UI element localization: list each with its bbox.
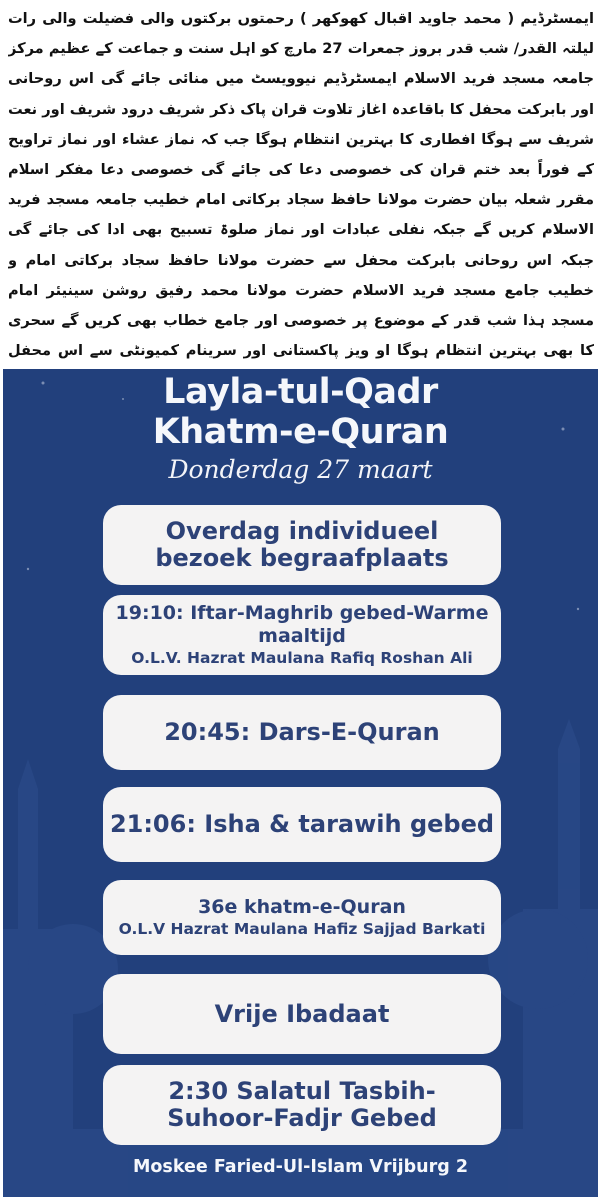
schedule-item-line: 19:10: Iftar-Maghrib gebed-Warme [115, 601, 489, 624]
event-poster [3, 369, 598, 1197]
schedule-item-line: maaltijd [258, 624, 346, 647]
schedule-item-ibadaat [103, 974, 501, 1054]
schedule-item-visit [103, 505, 501, 585]
schedule-item-line: Overdag individueel [165, 517, 439, 545]
schedule-item-line: Vrije Ibadaat [214, 999, 390, 1028]
poster-footer-address: Moskee Faried-Ul-Islam Vrijburg 2 [133, 1157, 468, 1177]
schedule-item-isha [103, 787, 501, 862]
schedule-item-tasbih [103, 1065, 501, 1145]
schedule-item-line: 21:06: Isha & tarawih gebed [109, 810, 495, 838]
schedule-item-iftar [103, 595, 501, 675]
poster-date: Donderdag 27 maart [168, 455, 433, 484]
schedule-item-line: 36e khatm-e-Quran [198, 895, 406, 918]
schedule-item-line: O.L.V Hazrat Maulana Hafiz Sajjad Barkati [118, 919, 486, 938]
schedule-item-line: 2:30 Salatul Tasbih- [168, 1077, 436, 1105]
poster-title-line1: Layla-tul-Qadr [163, 372, 438, 412]
schedule-item-line: O.L.V. Hazrat Maulana Rafiq Roshan Ali [131, 648, 473, 667]
schedule-item-line: Suhoor-Fadjr Gebed [167, 1104, 437, 1132]
schedule-item-line: bezoek begraafplaats [155, 544, 449, 572]
schedule-item-line: 20:45: Dars-E-Quran [164, 718, 440, 746]
article-text: ایمسٹرڈیم ( محمد جاوید اقبال کھوکھر ) رحمتوں برکتوں والی فضیلت والی رات لیلتہ القدر/ شب قدر بروز جمعرات 27 مارچ کو اہل سنت و جماعت کے عظیم مرکز جامعہ مسجد فرید الاسلام ایمسٹرڈیم نیوویسٹ میں منائی جائے گی اس روحانی اور بابرکت محفل کا باقاعدہ اغاز تلاوت قران پاک ذکر شریف درود شریف اور نعت شریف سے ہوگا افطاری کا بہترین انتظام ہوگا جب کہ نماز عشاء اور نماز تراویح کے فوراً بعد ختم قران کی خصوصی دعا کی جائے گی خصوصی دعا مفکر اسلام مقرر شعلہ بیان حضرت مولانا حافظ سجاد برکاتی امام خطیب جامعہ مسجد فرید الاسلام کریں گے جبکہ نفلی عبادات اور نماز صلوۃ تسبیح بھی ادا کی جائے گی جبکہ اس روحانی بابرکت محفل سے حضرت مولانا حافظ سجاد برکاتی امام و خطیب جامع مسجد فرید الاسلام حضرت مولانا محمد رفیق روشن سینیئر امام مسجد ہذا شب قدر کے موضوع پر خصوصی اور جامع خطاب بھی کریں گے سحری کا بھی بہترین انتظام ہوگا او ویز پاکستانی اور سرینام کمیونٹی سے اس محفل [8, 10, 594, 360]
poster-title-line2: Khatm-e-Quran [152, 412, 449, 452]
schedule-item-khatm [103, 880, 501, 955]
schedule-item-dars [103, 695, 501, 770]
